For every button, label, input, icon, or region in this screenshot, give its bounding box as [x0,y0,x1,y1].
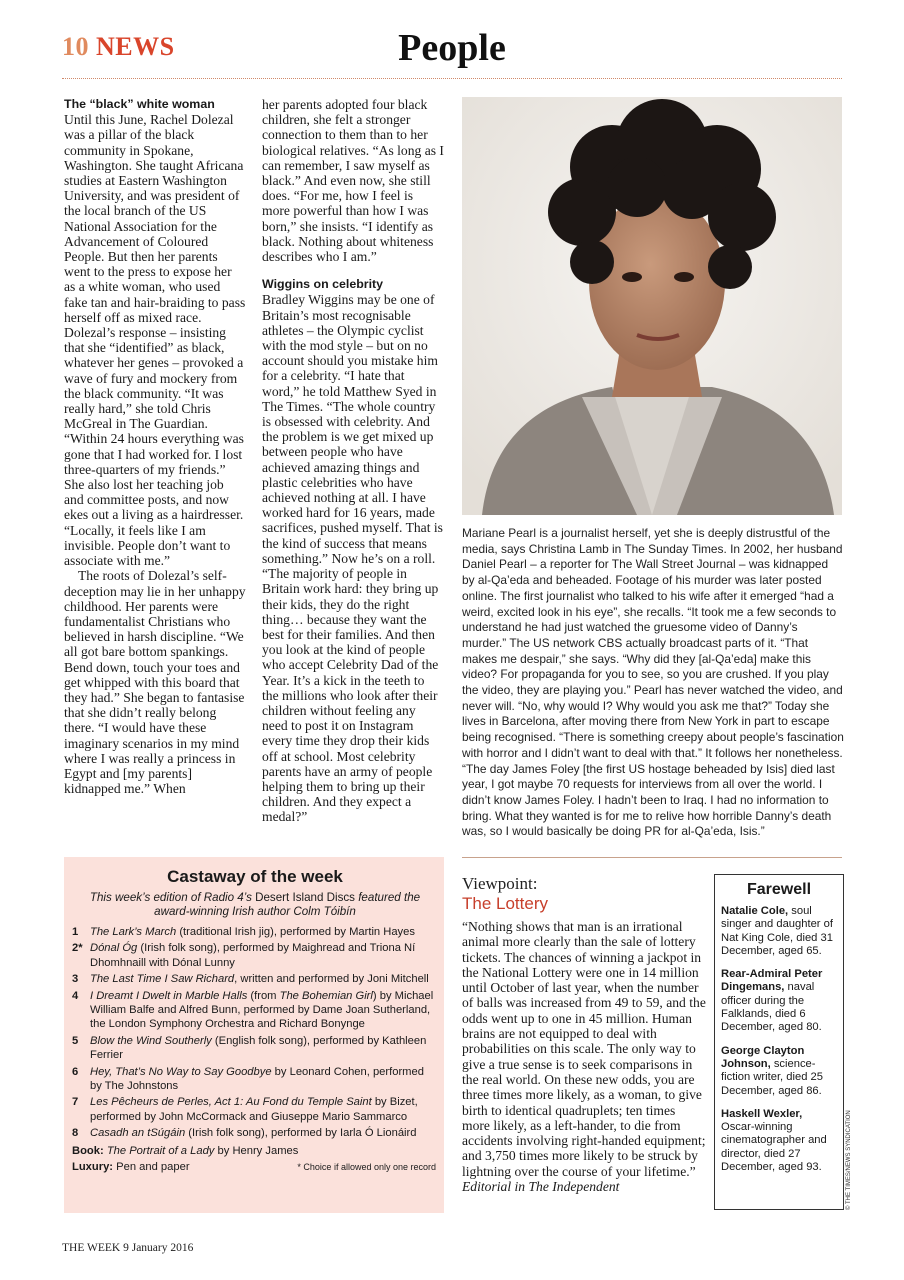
castaway-list [72,925,438,1141]
castaway-footnote: * Choice if allowed only one record [297,1162,436,1173]
viewpoint-body: “Nothing shows that man is an irrational animal more clearly than the sale of lottery tickets. The chances of winning a jackpot in the National Lottery were one in 14 million until October of last year, when the number of balls was increased from 49 to 59, and the odds went up to one in 45 million. Human brains are not equipped to deal with probabilities on this scale. The only way to give a true sense is to seek comparisons in the real world. On these new odds, you are three times more likely, as a woman, to give birth to identical quadruplets; ten times more likely, as a left-hander, to die from accidents involving right-handed equipment; and 3,750 times more likely to be struck by lightning over the course of your lifetime.” [462,919,706,1179]
page-title: People [398,27,506,69]
article-column-2 [262,97,444,825]
article-column-1 [64,97,246,796]
list-item: 3 The Last Time I Saw Richard, written and performed by Joni Mitchell [72,973,429,986]
farewell-box [714,874,844,1210]
obituary-item: Haskell Wexler, Oscar-winning cinematographer and director, died 27 December, aged 93. [721,1107,827,1174]
article-paragraph: her parents adopted four black children, she felt a stronger connection to them than to her biological relatives. “As long as I can remember, I saw myself as black.” And even now, she still does. “For me, how I feel is more powerful than how I was born,” she insists. “I identify as black. Nothing about whiteness describes who I am.” [262,97,444,265]
list-item: 4 I Dreamt I Dwelt in Marble Halls (from The Bohemian Girl) by Michael William Balfe and Alfred Bunn, performed by Dame Joan Sutherland, the London Symphony Orchestra and Richard Bonynge [72,989,434,1031]
section-divider [462,857,842,858]
list-item: 8 Casadh an tSúgáin (Irish folk song), performed by Iarla Ó Lionáird [72,1127,417,1140]
obituary-item: Natalie Cole, soul singer and daughter of Nat King Cole, died 31 December, aged 65. [721,905,833,957]
page-number-value: 10 [62,32,89,61]
photo-credit: © THE TIMES/NEWS SYNDICATION [846,1110,852,1210]
page-footer: THE WEEK 9 January 2016 [62,1242,194,1254]
article-heading: The “black” white woman [64,97,215,111]
castaway-luxury: Luxury: Pen and paper * Choice if allowed only one record [72,1161,436,1174]
castaway-box [64,857,444,1213]
castaway-title: Castaway of the week [167,867,343,886]
viewpoint-source: Editorial in The Independent [462,1179,620,1195]
article-paragraph: The roots of Dolezal’s self-deception may lie in her unhappy childhood. Her parents were fundamentalist Christians who believed in harsh discipline. “We all got bare bottom spankings. Bend down, touch your toes and get whipped with this board that they had.” She began to fantasise that she didn’t really belong there. “I would have these imaginary scenarios in my mind where I was really a princess in Egypt and [my parents] kidnapped me.” When [64,568,246,797]
portrait-photo [462,97,842,515]
article-heading: Wiggins on celebrity [262,277,384,292]
list-item: 5 Blow the Wind Southerly (English folk song), performed by Kathleen Ferrier [72,1034,427,1062]
list-item: 7 Les Pêcheurs de Perles, Act 1: Au Fond du Temple Saint by Bizet, performed by John McCormack and Giuseppe Mario Sammarco [72,1096,418,1123]
castaway-intro: This week’s edition of Radio 4’s Desert Island Discs featured the award-winning Irish author Colm Tóibín [89,891,421,918]
farewell-title: Farewell [746,881,812,898]
list-item: 6 Hey, That’s No Way to Say Goodbye by Leonard Cohen, performed by The Johnstons [72,1065,424,1093]
photo-caption: Mariane Pearl is a journalist herself, yet she is deeply distrustful of the media, says Christina Lamb in The Sunday Times. In 2002, her husband Daniel Pearl – a reporter for The Wall Street Journal – was kidnapped by al-Qa’eda and beheaded. Footage of his murder was later posted online. The first journalist who talked to his wife after it emerged “had a weird, excited look in his eye”, she recalls. “It took me a few seconds to understand he had just watched the gruesome video of Danny’s murder.” The US network CBS actually broadcast parts of it. “That makes me despair,” she says. “Why did they [al-Qa’eda] make this video? For propaganda for you to see, so you are crushed. If you play the video, they are playing you.” Pearl has never watched the video, and never will. “No, why would I? Why would you ask me that?” Today she lives in Barcelona, after moving there from New York in part to escape being recognised. “There is something creepy about people’s fascination with horror and I didn’t want to deal with that.” It follows her nonetheless. “The day James Foley [the first US hostage beheaded by Isis] died last year, I got maybe 70 requests for interviews from all over the world. I didn’t know James Foley. I hadn’t been to Iraq. I had no information to bring. What they wanted is for me to relive how horrible Danny’s death was, so I would basically be doing PR for al-Qa’eda, Isis.” [462,526,844,839]
portrait-illustration [462,97,842,515]
article-paragraph: Until this June, Rachel Dolezal was a pillar of the black community in Spokane, Washington. She taught Africana studies at Eastern Washington University, and was president of the local branch of the US National Association for the Advancement of Coloured People. But then her parents went to the press to expose her as a white woman, who used fake tan and hair-braiding to pass herself off as mixed race. Dolezal’s response – insisting that she “identified” as black, whatever her genes – provoked a wave of fury and mockery from the black community. “It was really hard,” she told Chris McGreal in The Guardian. “Within 24 hours everything was gone that I had worked for. I lost three-quarters of my friends.” She also lost her teaching job and committee posts, and now ekes out a living as a hairdresser. “Locally, it feels like I am invisible. People don’t want to associate with me.” [64,112,246,569]
article-paragraph: Bradley Wiggins may be one of Britain’s most recognisable athletes – the Olympic cyclist with the mod style – but on no account should you mistake him for a celebrity. “I hate that word,” he told Matthew Syed in The Times. “The whole country is obsessed with celebrity. And the problem is we get mixed up between people who have achieved amazing things and plastic celebrities who have achieved nothing at all. I have worked hard for 16 years, made sacrifices, pushed myself. That is the kind of success that means something.” Now he’s on a roll. “The majority of people in Britain work hard: they bring up their kids, they do the right thing… because they want the best for their families. And then you look at the kind of people who accept Celebrity Dad of the Year. It’s a kick in the teeth to the millions who look after their children without feeling any need to post it on Instagram every time they drop their kids off at school. Most celebrity parents have an army of people helping them to bring up their children. And they expect a medal?” [262,292,443,825]
list-item: 1 The Lark’s March (traditional Irish jig), performed by Martin Hayes [72,926,415,938]
list-item: 2* Dónal Óg (Irish folk song), performed by Maighread and Triona Ní Dhomhnaill with Dónal Lunny [72,942,416,969]
viewpoint-article [462,874,706,1194]
header-divider [62,78,842,79]
obituary-item: Rear-Admiral Peter Dingemans, naval officer during the Falklands, died 6 December, aged 80. [721,968,823,1034]
viewpoint-title: The Lottery [462,894,548,913]
obituary-item: George Clayton Johnson, science-fiction writer, died 25 December, aged 86. [721,1044,823,1097]
castaway-book: Book: The Portrait of a Lady by Henry James [72,1144,299,1157]
viewpoint-kicker: Viewpoint: [462,874,538,893]
section-name: NEWS [96,32,175,61]
